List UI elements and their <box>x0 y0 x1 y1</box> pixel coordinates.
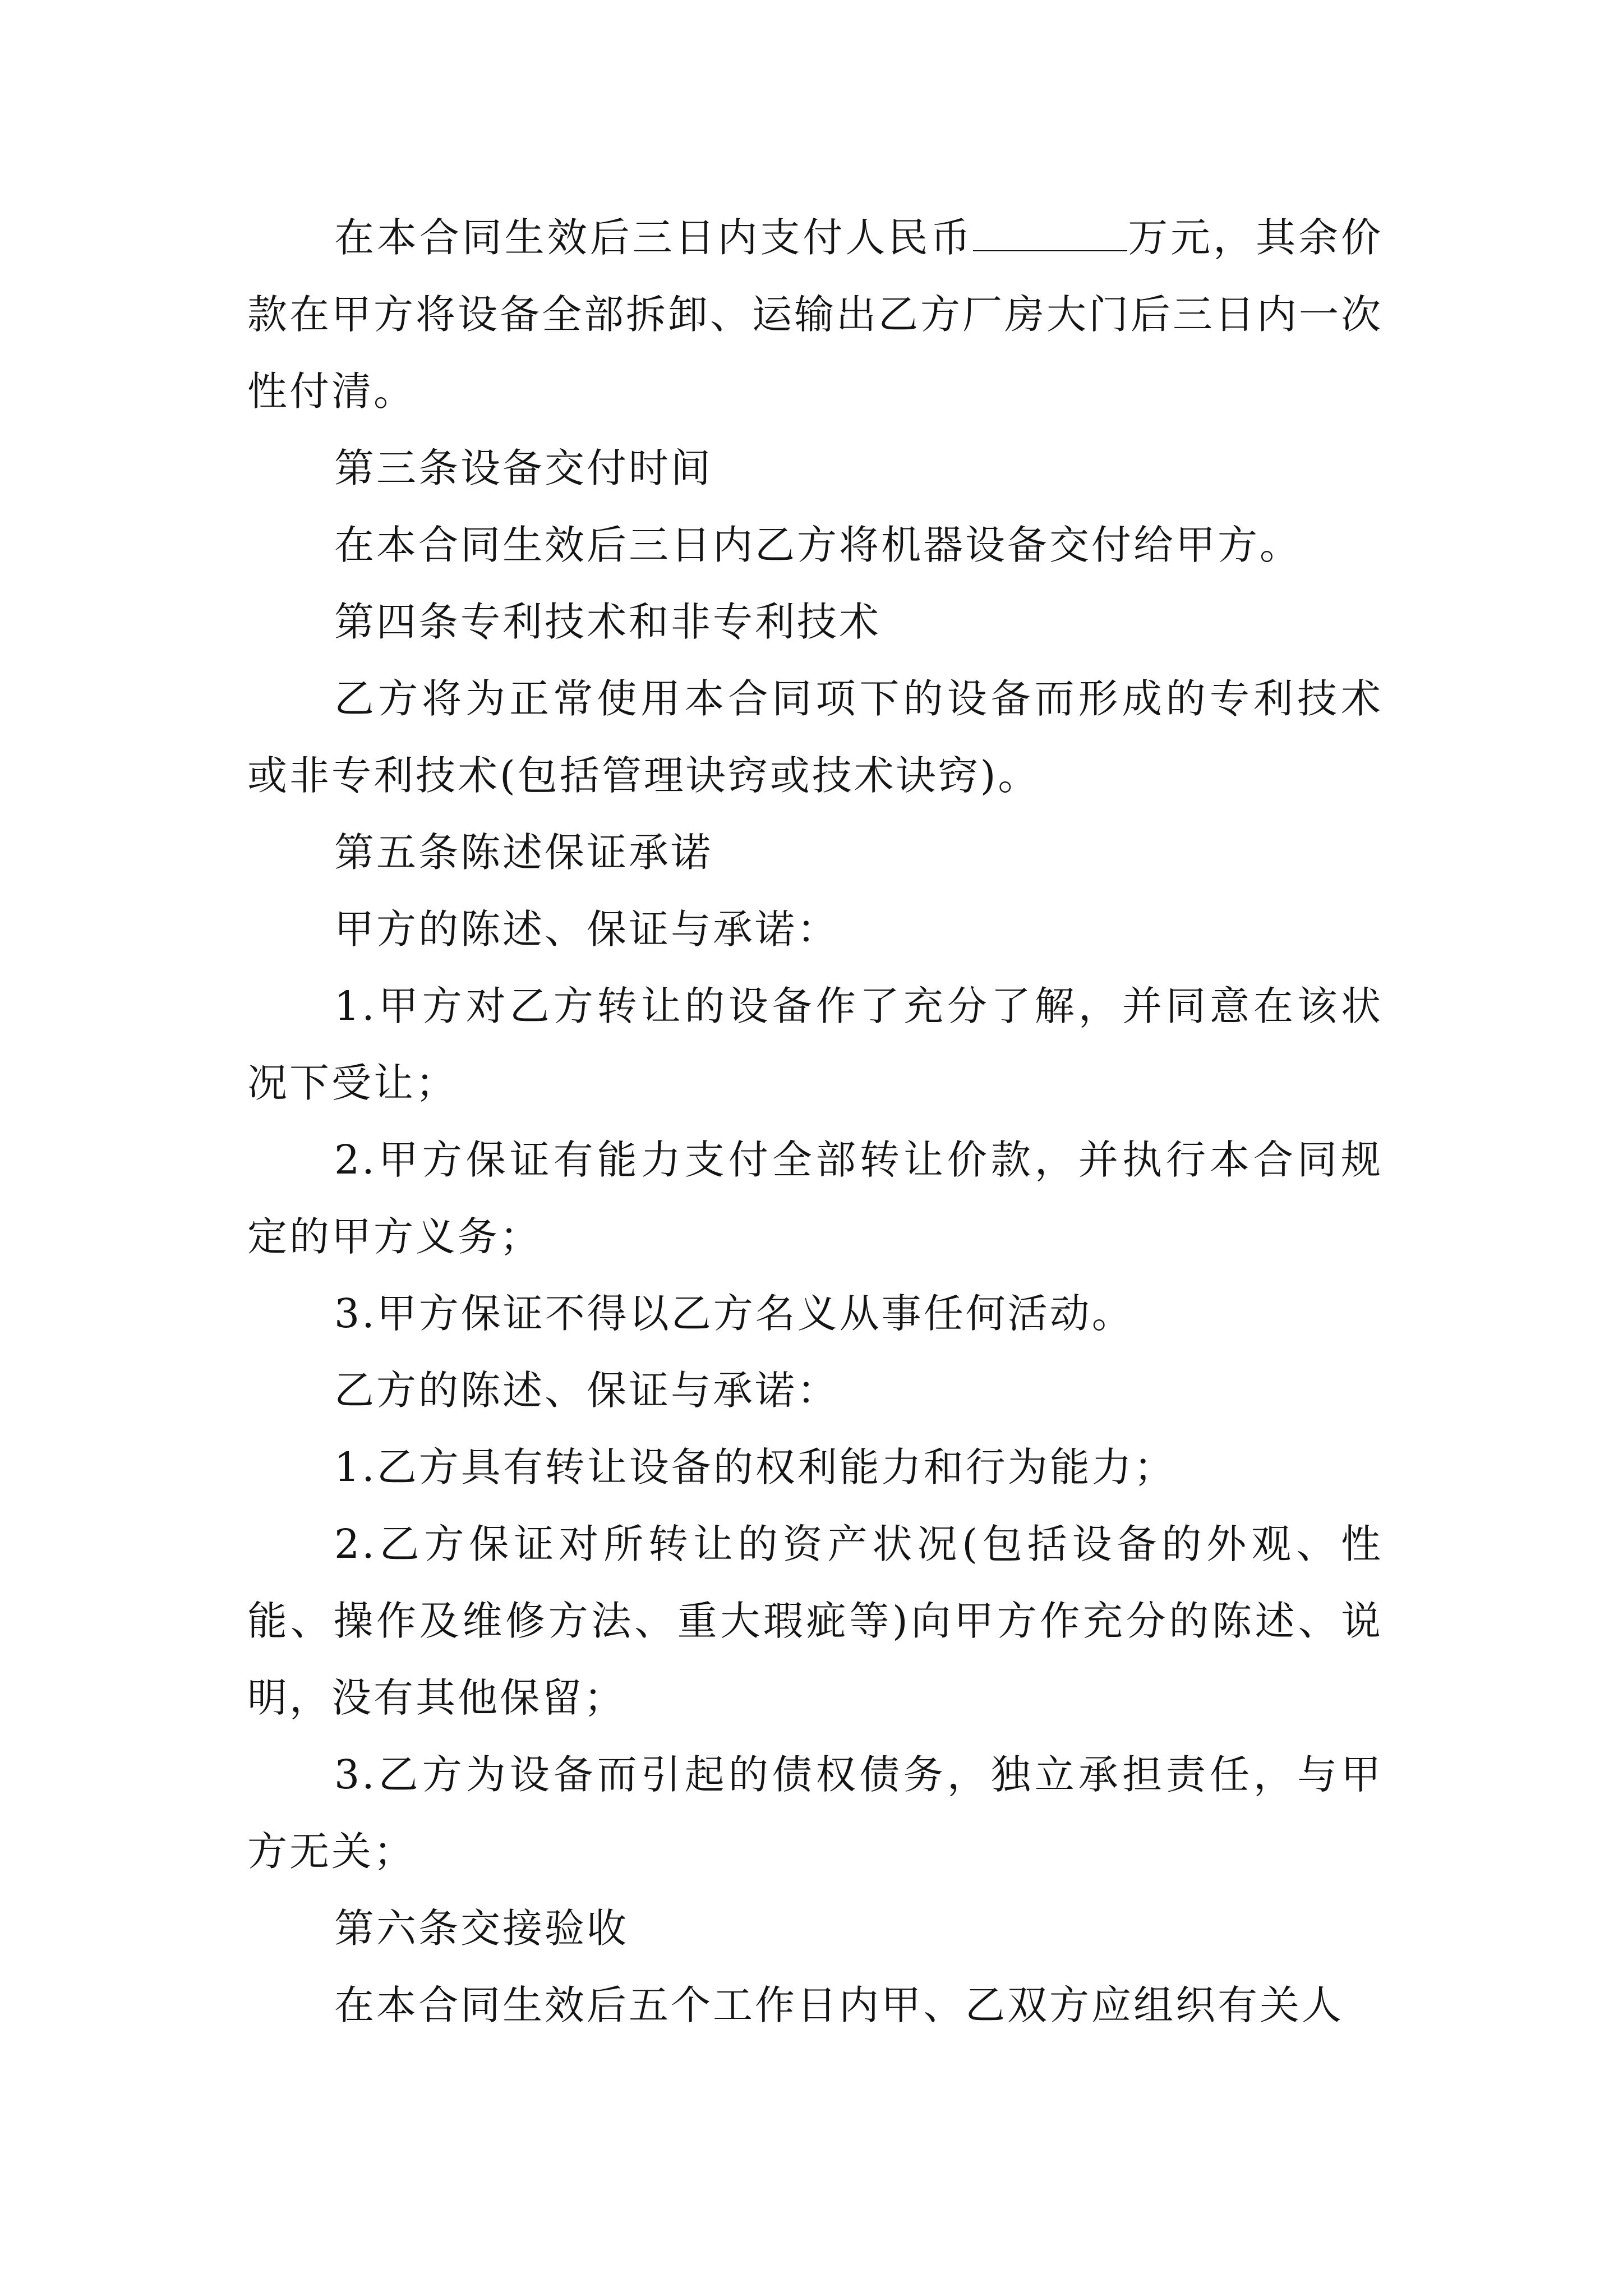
article-3-body: 在本合同生效后三日内乙方将机器设备交付给甲方。 <box>334 522 1302 568</box>
party-b-item-1: 1.乙方具有转让设备的权利能力和行为能力； <box>334 1444 1176 1490</box>
article-4-heading: 第四条专利技术和非专利技术 <box>334 599 882 645</box>
article-5-heading: 第五条陈述保证承诺 <box>334 829 713 876</box>
party-b-heading: 乙方的陈述、保证与承诺： <box>334 1367 840 1414</box>
amount-blank <box>973 217 1127 251</box>
party-a-item-2: 2.甲方保证有能力支付全部转让价款，并执行本合同规定的甲方义务； <box>247 1137 1383 1260</box>
article-3-heading: 第三条设备交付时间 <box>334 445 713 491</box>
payment-paragraph <box>247 199 1383 430</box>
article-6-body: 在本合同生效后五个工作日内甲、乙双方应组织有关人 <box>334 1982 1344 2028</box>
party-a-item-1: 1.甲方对乙方转让的设备作了充分了解，并同意在该状况下受让； <box>247 983 1383 1106</box>
article-4-body: 乙方将为正常使用本合同项下的设备而形成的专利技术或非专利技术(包括管理诀窍或技术诀窍)。 <box>247 675 1383 799</box>
payment-text-before: 在本合同生效后三日内支付人民币 <box>334 214 974 261</box>
article-6-heading: 第六条交接验收 <box>334 1905 629 1952</box>
party-b-item-3: 3.乙方为设备而引起的债权债务，独立承担责任，与甲方无关； <box>247 1751 1383 1875</box>
document-body <box>247 199 1383 2044</box>
party-b-item-2: 2.乙方保证对所转让的资产状况(包括设备的外观、性能、操作及维修方法、重大瑕疵等)向甲方作充分的陈述、说明，没有其他保留； <box>247 1521 1383 1721</box>
payment-text-after: 万元，其余价款在甲方将设备全部拆卸、运输出乙方厂房大门后三日内一次性付清。 <box>247 214 1384 415</box>
party-a-heading: 甲方的陈述、保证与承诺： <box>334 906 840 953</box>
party-a-item-3: 3.甲方保证不得以乙方名义从事任何活动。 <box>334 1290 1134 1337</box>
